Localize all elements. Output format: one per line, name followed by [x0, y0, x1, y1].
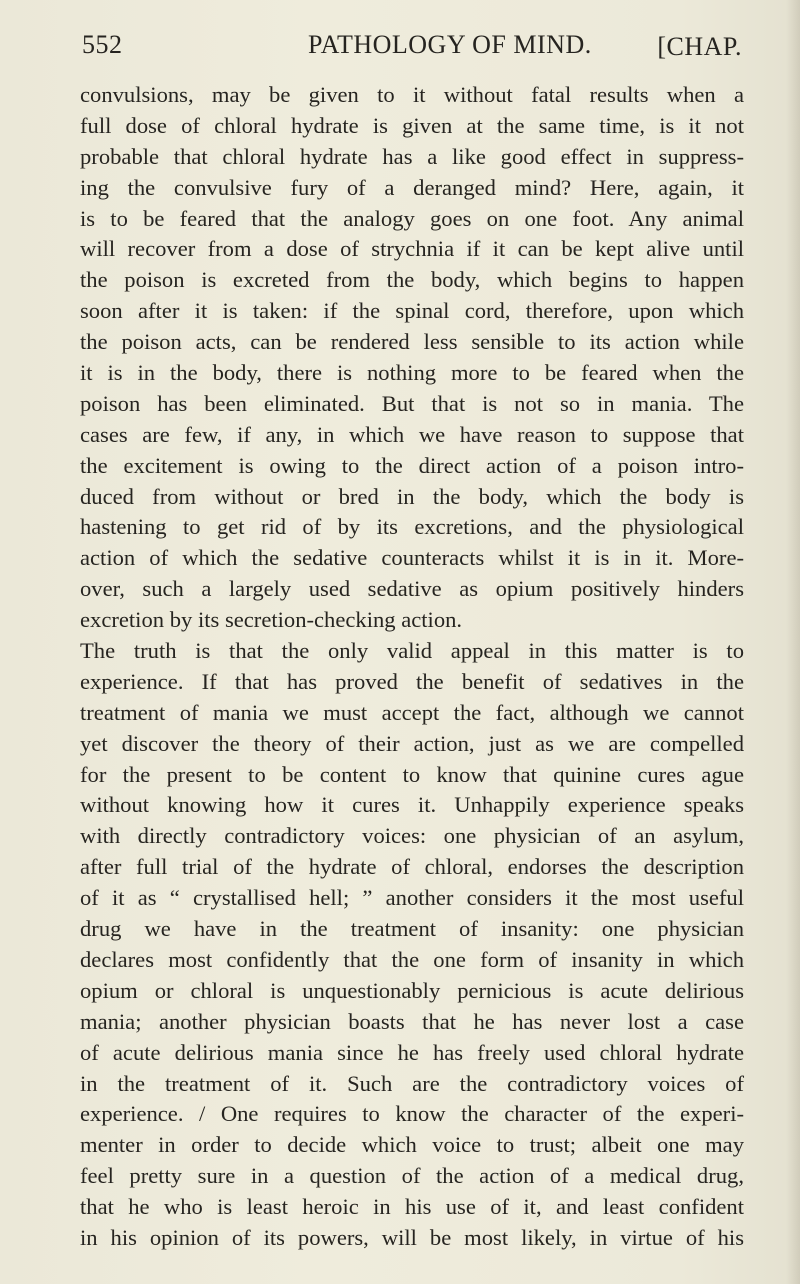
- page-edge-shadow: [786, 0, 800, 1284]
- text-line: over, such a largely used sedative as opium positively hinders: [80, 576, 744, 602]
- text-line: after full trial of the hydrate of chloral, endorses the description: [80, 854, 744, 880]
- text-line: in the treatment of it. Such are the contradictory voices of: [80, 1070, 744, 1096]
- text-line: opium or chloral is unquestionably pernicious is acute delirious: [80, 977, 744, 1003]
- text-line: feel pretty sure in a question of the action of a medical drug,: [80, 1163, 744, 1189]
- text-line: hastening to get rid of by its excretions, and the physiological: [80, 514, 744, 540]
- text-line: that he who is least heroic in his use of it, and least confident: [80, 1194, 744, 1220]
- text-line: is to be feared that the analogy goes on one foot. Any animal: [80, 205, 744, 231]
- paragraph-start-line: The truth is that the only valid appeal in this matter is to: [80, 638, 744, 664]
- paragraph-end-line: excretion by its secretion-checking action.: [80, 607, 463, 633]
- text-line: mania; another physician boasts that he has never lost a case: [80, 1008, 744, 1034]
- text-line: the poison acts, can be rendered less sensible to its action while: [80, 329, 744, 355]
- text-line: of acute delirious mania since he has freely used chloral hydrate: [80, 1039, 744, 1065]
- body-text: [80, 80, 744, 1254]
- text-line: full dose of chloral hydrate is given at the same time, is it not: [80, 112, 744, 138]
- text-line: cases are few, if any, in which we have reason to suppose that: [80, 421, 744, 447]
- text-line: ing the convulsive fury of a deranged mind? Here, again, it: [80, 174, 744, 200]
- text-line: action of which the sedative counteracts whilst it is in it. More-: [80, 545, 744, 571]
- text-line: convulsions, may be given to it without fatal results when a: [80, 82, 744, 107]
- page-number: 552: [82, 30, 123, 59]
- text-line: duced from without or bred in the body, which the body is: [80, 483, 744, 509]
- text-line: without knowing how it cures it. Unhappily experience speaks: [80, 792, 744, 818]
- text-line: will recover from a dose of strychnia if it can be kept alive until: [80, 236, 744, 262]
- text-line: for the present to be content to know that quinine cures ague: [80, 761, 744, 787]
- text-line: with directly contradictory voices: one physician of an asylum,: [80, 823, 744, 849]
- text-line: the excitement is owing to the direct action of a poison intro-: [80, 452, 744, 478]
- text-line: declares most confidently that the one form of insanity in which: [80, 946, 744, 972]
- text-line: drug we have in the treatment of insanity: one physician: [80, 916, 744, 942]
- page-header: [82, 30, 742, 64]
- text-line: menter in order to decide which voice to trust; albeit one may: [80, 1132, 744, 1158]
- text-line: it is in the body, there is nothing more to be feared when the: [80, 360, 744, 386]
- text-line: probable that chloral hydrate has a like good effect in suppress-: [80, 143, 744, 169]
- text-line: experience. If that has proved the benefit of sedatives in the: [80, 668, 744, 694]
- chapter-mark: [CHAP.: [657, 32, 742, 61]
- text-line: of it as “ crystallised hell; ” another considers it the most useful: [80, 885, 744, 911]
- text-line: soon after it is taken: if the spinal cord, therefore, upon which: [80, 298, 744, 324]
- text-line: poison has been eliminated. But that is not so in mania. The: [80, 390, 744, 416]
- text-line: experience. / One requires to know the character of the experi-: [80, 1101, 744, 1127]
- running-title: PATHOLOGY OF MIND.: [308, 30, 592, 59]
- text-line: yet discover the theory of their action, just as we are compelled: [80, 730, 744, 756]
- text-line: in his opinion of its powers, will be most likely, in virtue of his: [80, 1224, 744, 1250]
- text-line: treatment of mania we must accept the fact, although we cannot: [80, 699, 744, 725]
- text-line: the poison is excreted from the body, which begins to happen: [80, 267, 744, 293]
